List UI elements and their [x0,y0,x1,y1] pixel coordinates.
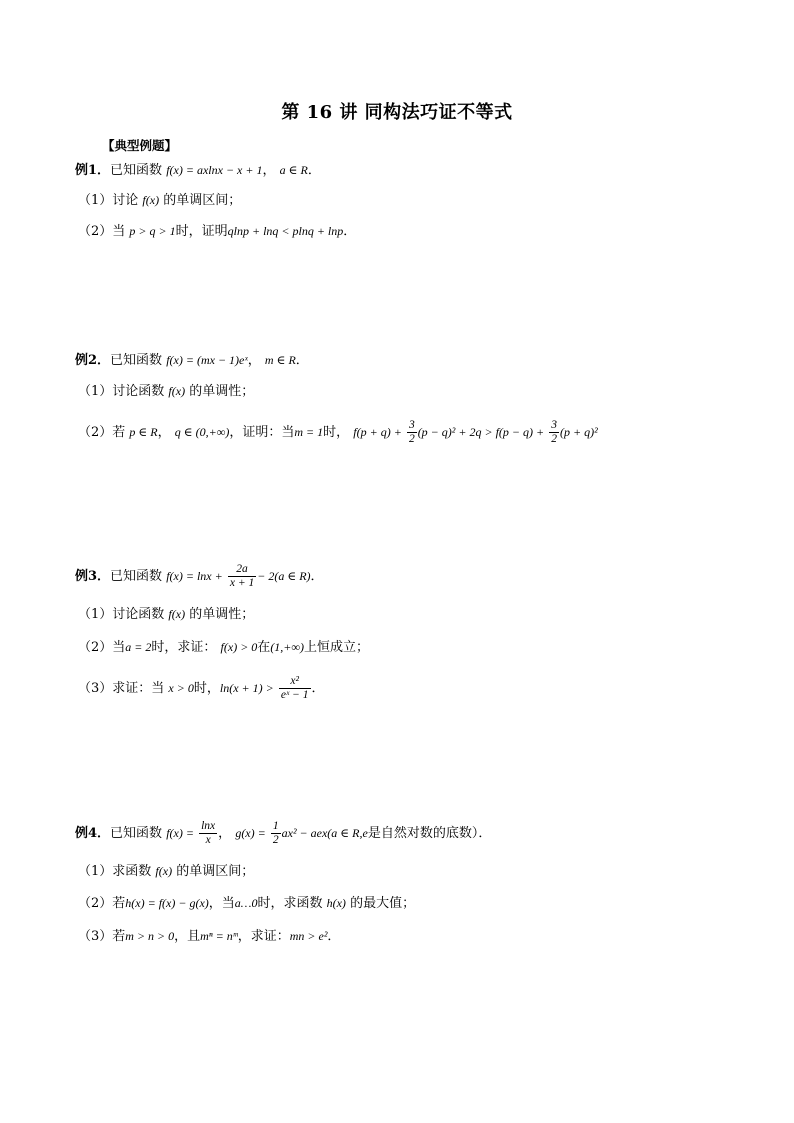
example-2-function: f(x) = (mx − 1)eˣ [166,353,248,367]
example-3-question-1: （1）讨论函数 f(x) 的单调性； [78,607,255,622]
example-2-question-1: （1）讨论函数 f(x) 的单调性； [78,384,255,399]
example-3-question-2: （2）当a = 2时，求证： f(x) > 0在(1,+∞)上恒成立； [78,640,369,655]
example-1-question-1: （1）讨论 f(x) 的单调区间； [78,193,242,208]
fraction-three-halves: $\frac{3}{2}$ [408,419,415,445]
example-3-statement: 例3．已知函数 f(x) = lnx + $\frac{2a}{x + 1}$ − 2(a ∈ R)． [75,563,324,589]
example-4-label: 例4． [75,826,111,841]
section-heading: 【典型例题】 [102,138,178,153]
fraction-one-half: $\frac{1}{2}$ [272,820,279,846]
example-2-statement: 例2．已知函数 f(x) = (mx − 1)eˣ， m ∈ R． [75,353,309,368]
example-2-question-2: （2）若 p ∈ R， q ∈ (0,+∞)，证明：当m = 1时， f(p + q) + $\frac{3}{2}$ (p − q)² + 2q > f(p − q) + $\frac{3}{2}$ (p + q)² [78,419,598,445]
example-4-question-3: （3）若m > n > 0，且mⁿ = nᵐ，求证：mn > e²． [78,929,341,944]
fraction-x2-over-ex-minus-1: $\frac{\text{x²}}{\text{eˣ − 1}}$ [280,675,309,701]
page-title: 第 16 讲 同构法巧证不等式 [281,102,513,123]
example-1-question-2: （2）当 p > q > 1时，证明qlnp + lnq < plnq + lnp． [78,224,357,239]
example-3-label: 例3． [75,569,111,584]
example-2-label: 例2． [75,353,111,368]
example-1-function: f(x) = axlnx − x + 1 [166,163,263,177]
example-1-label: 例1． [75,163,111,178]
example-4-question-2: （2）若h(x) = f(x) − g(x)，当a…0时，求函数 h(x) 的最大值； [78,896,416,911]
fraction-three-halves-2: $\frac{3}{2}$ [551,419,557,445]
example-4-question-1: （1）求函数 f(x) 的单调区间； [78,864,255,879]
example-4-statement: 例4．已知函数 f(x) = $\frac{\ln x}{x}$ ， g(x) = $\frac{1}{2}$ ax² − aex(a ∈ R,e是自然对数的底数）． [75,820,492,846]
fraction-lnx-over-x: $\frac{\ln x}{x}$ [201,820,216,846]
example-1-statement: 例1．已知函数 f(x) = axlnx − x + 1， a ∈ R． [75,163,321,178]
fraction-2a-over-x-plus-1: $\frac{2a}{x + 1}$ [229,563,255,589]
example-3-question-3: （3）求证：当 x > 0时，ln(x + 1) > $\frac{\text{x²}}{\text{eˣ − 1}}$ ． [78,675,325,701]
